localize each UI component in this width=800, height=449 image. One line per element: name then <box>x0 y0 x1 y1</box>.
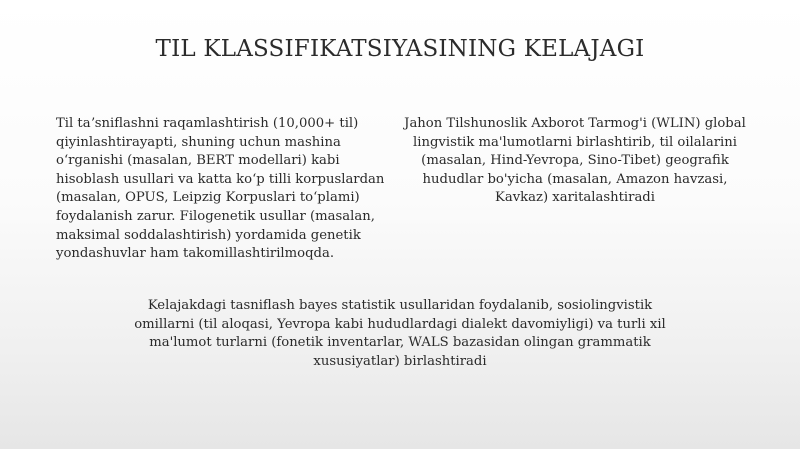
right-paragraph: Jahon Tilshunoslik Axborot Tarmog'i (WLIN) global lingvistik ma'lumotlarni birlashtirib, til oilalarini (masalan, Hind-Yevropa, Sino-Tibet) geografik hududlar bo'yicha (masalan, Amazon havzasi, Kavkaz) xaritalashtiradi <box>404 116 746 206</box>
slide-title: TIL KLASSIFIKATSIYASINING KELAJAGI <box>155 36 645 62</box>
left-paragraph: Til taʼsniflashni raqamlashtirish (10,000+ til) qiyinlashtirayapti, shuning uchun mashina oʻrganishi (masalan, BERT modellari) kabi hisoblash usullari va katta koʻp tilli korpuslardan (masalan, OPUS, Leipzig Korpuslari toʻplami) foydalanish zarur. Filogenetik usullar (masalan, maksimal soddalashtirish) yordamida genetik yondashuvlar ham takomillashtirilmoqda. <box>56 116 385 262</box>
bottom-paragraph: Kelajakdagi tasniflash bayes statistik usullaridan foydalanib, sosiolingvistik omillarni (til aloqasi, Yevropa kabi hududlardagi dialekt davomiyligi) va turli xil ma'lumot turlarni (fonetik inventarlar, WALS bazasidan olingan grammatik xususiyatlar) birlashtiradi <box>134 298 666 369</box>
